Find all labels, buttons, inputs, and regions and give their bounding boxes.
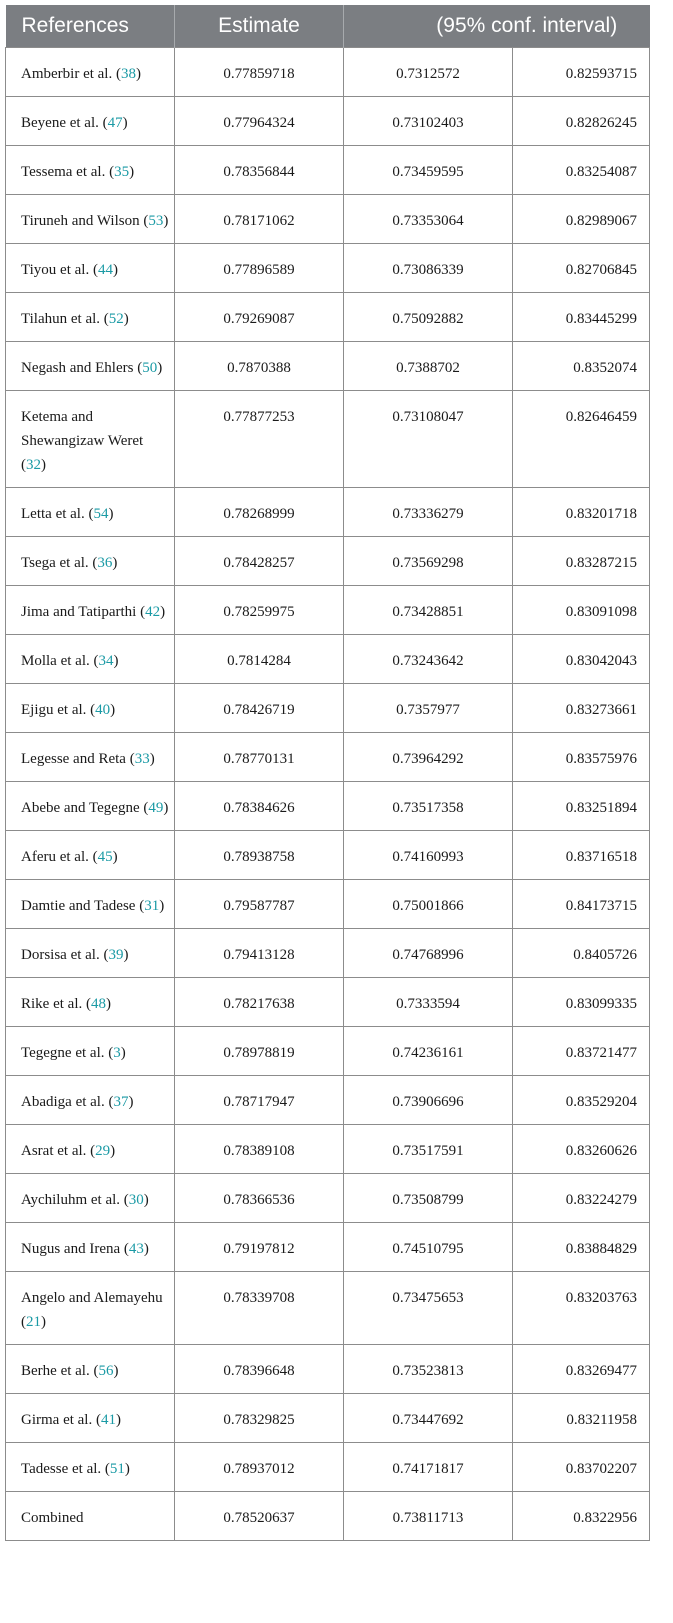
estimate-cell: 0.78217638 [175, 977, 344, 1026]
estimate-cell: 0.78978819 [175, 1026, 344, 1075]
reference-name: Damtie and Tadese [21, 897, 136, 914]
estimate-cell: 0.78389108 [175, 1124, 344, 1173]
ci-lower-cell: 0.7357977 [344, 683, 513, 732]
citation-link[interactable]: 50 [142, 359, 158, 376]
table-row [6, 292, 650, 341]
header-row [6, 5, 650, 47]
estimate-cell: 0.79587787 [175, 879, 344, 928]
ci-upper-cell: 0.83211958 [513, 1393, 650, 1442]
citation-link[interactable]: 39 [108, 946, 124, 963]
citation-link[interactable]: 31 [144, 897, 160, 914]
reference-name: Abadiga et al. [21, 1093, 105, 1110]
ci-upper-cell: 0.83884829 [513, 1222, 650, 1271]
ci-upper-cell: 0.83251894 [513, 781, 650, 830]
ci-upper-cell: 0.83201718 [513, 487, 650, 536]
estimate-cell: 0.78268999 [175, 487, 344, 536]
reference-name: Angelo and Alemayehu [21, 1289, 163, 1306]
reference-name: Abebe and Tegegne [21, 799, 140, 816]
ci-upper-cell: 0.83254087 [513, 145, 650, 194]
estimate-cell: 0.78717947 [175, 1075, 344, 1124]
table-row [6, 1393, 650, 1442]
table-row [6, 96, 650, 145]
citation-link[interactable]: 56 [98, 1362, 114, 1379]
citation-link[interactable]: 34 [98, 652, 114, 669]
reference-name: Asrat et al. [21, 1142, 87, 1159]
reference-name: Aferu et al. [21, 848, 89, 865]
reference-name: Tessema et al. [21, 163, 106, 180]
ci-upper-cell: 0.83273661 [513, 683, 650, 732]
reference-name: Girma et al. [21, 1411, 93, 1428]
reference-cell: Angelo and Alemayehu (21) [6, 1271, 175, 1344]
estimate-cell: 0.78366536 [175, 1173, 344, 1222]
citation-link[interactable]: 30 [128, 1191, 144, 1208]
estimate-cell: 0.78356844 [175, 145, 344, 194]
reference-cell: Dorsisa et al. (39) [6, 928, 175, 977]
citation-link[interactable]: 32 [26, 456, 41, 473]
ci-lower-cell: 0.73102403 [344, 96, 513, 145]
reference-cell: Damtie and Tadese (31) [6, 879, 175, 928]
ci-upper-cell: 0.82826245 [513, 96, 650, 145]
ci-lower-cell: 0.75001866 [344, 879, 513, 928]
reference-cell: Ketema and Shewangizaw Weret (32) [6, 390, 175, 487]
reference-name: Ejigu et al. [21, 701, 87, 718]
ci-upper-cell: 0.83529204 [513, 1075, 650, 1124]
reference-name: Combined [21, 1509, 84, 1526]
ci-lower-cell: 0.73523813 [344, 1344, 513, 1393]
ci-lower-cell: 0.74171817 [344, 1442, 513, 1491]
citation-link[interactable]: 48 [90, 995, 106, 1012]
citation-link[interactable]: 42 [145, 603, 161, 620]
ci-lower-cell: 0.73243642 [344, 634, 513, 683]
ci-lower-cell: 0.73108047 [344, 390, 513, 487]
reference-cell: Negash and Ehlers (50) [6, 341, 175, 390]
table-row [6, 634, 650, 683]
citation-link[interactable]: 37 [113, 1093, 129, 1110]
estimate-cell: 0.78384626 [175, 781, 344, 830]
reference-name: Tiruneh and Wilson [21, 212, 140, 229]
table-row [6, 1124, 650, 1173]
ci-lower-cell: 0.74768996 [344, 928, 513, 977]
reference-cell: Rike et al. (48) [6, 977, 175, 1026]
ci-lower-cell: 0.74236161 [344, 1026, 513, 1075]
header-conf-interval: (95% conf. interval) [436, 13, 618, 37]
ci-lower-cell: 0.73086339 [344, 243, 513, 292]
citation-link[interactable]: 47 [107, 114, 123, 131]
ci-upper-cell: 0.83287215 [513, 536, 650, 585]
ci-lower-cell: 0.73811713 [344, 1491, 513, 1540]
estimate-cell: 0.78171062 [175, 194, 344, 243]
estimate-cell: 0.79269087 [175, 292, 344, 341]
ci-upper-cell: 0.83575976 [513, 732, 650, 781]
ci-lower-cell: 0.73353064 [344, 194, 513, 243]
ci-upper-cell: 0.83099335 [513, 977, 650, 1026]
ci-lower-cell: 0.73517358 [344, 781, 513, 830]
reference-cell: Tessema et al. (35) [6, 145, 175, 194]
reference-name: Berhe et al. [21, 1362, 90, 1379]
table-row [6, 194, 650, 243]
reference-name: Beyene et al. [21, 114, 99, 131]
ci-lower-cell: 0.73508799 [344, 1173, 513, 1222]
table-row [6, 1173, 650, 1222]
reference-cell: Asrat et al. (29) [6, 1124, 175, 1173]
reference-cell [6, 1491, 175, 1540]
table-row [6, 977, 650, 1026]
table-row [6, 145, 650, 194]
ci-upper-cell: 0.84173715 [513, 879, 650, 928]
table-row [6, 390, 650, 487]
reference-name: Ketema and Shewangizaw Weret [21, 408, 144, 449]
ci-upper-cell: 0.82706845 [513, 243, 650, 292]
reference-cell: Jima and Tatiparthi (42) [6, 585, 175, 634]
table-row [6, 1075, 650, 1124]
citation-link[interactable]: 53 [148, 212, 164, 229]
citation-link[interactable]: 33 [134, 750, 150, 767]
reference-name: Tadesse et al. [21, 1460, 102, 1477]
reference-name: Negash and Ehlers [21, 359, 134, 376]
citation-link[interactable]: 35 [114, 163, 130, 180]
estimate-cell: 0.7870388 [175, 341, 344, 390]
reference-name: Dorsisa et al. [21, 946, 100, 963]
table-row [6, 1026, 650, 1075]
citation-link[interactable]: 41 [100, 1411, 116, 1428]
citation-link[interactable]: 51 [109, 1460, 125, 1477]
estimate-cell: 0.78938758 [175, 830, 344, 879]
table-row [6, 879, 650, 928]
reference-cell: Legesse and Reta (33) [6, 732, 175, 781]
ci-lower-cell: 0.73336279 [344, 487, 513, 536]
estimate-cell: 0.77859718 [175, 47, 344, 96]
estimate-cell: 0.77896589 [175, 243, 344, 292]
table-row [6, 1442, 650, 1491]
reference-cell: Amberbir et al. (38) [6, 47, 175, 96]
citation-link[interactable]: 36 [97, 554, 113, 571]
table-row [6, 47, 650, 96]
estimate-cell: 0.79413128 [175, 928, 344, 977]
reference-cell: Nugus and Irena (43) [6, 1222, 175, 1271]
estimates-table [5, 5, 650, 1541]
ci-upper-cell: 0.83702207 [513, 1442, 650, 1491]
ci-lower-cell: 0.73517591 [344, 1124, 513, 1173]
ci-upper-cell: 0.82646459 [513, 390, 650, 487]
reference-cell: Tiyou et al. (44) [6, 243, 175, 292]
estimate-cell: 0.7814284 [175, 634, 344, 683]
estimate-cell: 0.78396648 [175, 1344, 344, 1393]
table-row [6, 1222, 650, 1271]
header-references: References [6, 5, 175, 47]
reference-cell: Abadiga et al. (37) [6, 1075, 175, 1124]
table-row [6, 1344, 650, 1393]
reference-cell: Letta et al. (54) [6, 487, 175, 536]
reference-cell: Ejigu et al. (40) [6, 683, 175, 732]
table-row [6, 585, 650, 634]
ci-upper-cell: 0.83224279 [513, 1173, 650, 1222]
ci-lower-cell: 0.7312572 [344, 47, 513, 96]
reference-cell: Molla et al. (34) [6, 634, 175, 683]
estimate-cell: 0.79197812 [175, 1222, 344, 1271]
citation-link[interactable]: 52 [108, 310, 124, 327]
citation-link[interactable]: 44 [97, 261, 113, 278]
ci-lower-cell: 0.74510795 [344, 1222, 513, 1271]
citation-link[interactable]: 45 [97, 848, 113, 865]
ci-upper-cell: 0.83445299 [513, 292, 650, 341]
ci-lower-cell: 0.73475653 [344, 1271, 513, 1344]
table-row [6, 781, 650, 830]
reference-cell: Tegegne et al. (3) [6, 1026, 175, 1075]
citation-link[interactable]: 29 [95, 1142, 111, 1159]
ci-upper-cell: 0.8405726 [513, 928, 650, 977]
reference-cell: Aychiluhm et al. (30) [6, 1173, 175, 1222]
citation-link[interactable]: 43 [128, 1240, 144, 1257]
ci-upper-cell: 0.83716518 [513, 830, 650, 879]
reference-name: Tegegne et al. [21, 1044, 105, 1061]
estimate-cell: 0.78937012 [175, 1442, 344, 1491]
estimate-cell: 0.78329825 [175, 1393, 344, 1442]
ci-lower-cell: 0.75092882 [344, 292, 513, 341]
ci-lower-cell: 0.73964292 [344, 732, 513, 781]
reference-cell: Beyene et al. (47) [6, 96, 175, 145]
table-row [6, 487, 650, 536]
citation-link[interactable]: 40 [95, 701, 111, 718]
estimate-cell: 0.78770131 [175, 732, 344, 781]
reference-cell: Tiruneh and Wilson (53) [6, 194, 175, 243]
table-row [6, 928, 650, 977]
table-row [6, 732, 650, 781]
ci-lower-cell: 0.7388702 [344, 341, 513, 390]
reference-name: Jima and Tatiparthi [21, 603, 137, 620]
ci-lower-cell: 0.73459595 [344, 145, 513, 194]
header-estimate: Estimate [175, 5, 344, 47]
ci-lower-cell: 0.74160993 [344, 830, 513, 879]
citation-link[interactable]: 54 [93, 505, 109, 522]
ci-lower-cell: 0.73569298 [344, 536, 513, 585]
ci-upper-cell: 0.83269477 [513, 1344, 650, 1393]
ci-lower-cell: 0.73428851 [344, 585, 513, 634]
reference-cell: Tilahun et al. (52) [6, 292, 175, 341]
reference-name: Tsega et al. [21, 554, 89, 571]
estimate-cell: 0.78428257 [175, 536, 344, 585]
ci-upper-cell: 0.83042043 [513, 634, 650, 683]
table-row [6, 1271, 650, 1344]
table-row [6, 1491, 650, 1540]
reference-cell: Girma et al. (41) [6, 1393, 175, 1442]
table-row [6, 243, 650, 292]
reference-name: Aychiluhm et al. [21, 1191, 121, 1208]
citation-link[interactable]: 3 [113, 1044, 121, 1061]
table-row [6, 341, 650, 390]
ci-upper-cell: 0.83091098 [513, 585, 650, 634]
table-row [6, 830, 650, 879]
reference-name: Tilahun et al. [21, 310, 101, 327]
reference-name: Molla et al. [21, 652, 90, 669]
reference-cell: Berhe et al. (56) [6, 1344, 175, 1393]
reference-name: Letta et al. [21, 505, 85, 522]
estimate-cell: 0.78339708 [175, 1271, 344, 1344]
table-row [6, 683, 650, 732]
ci-upper-cell: 0.83260626 [513, 1124, 650, 1173]
table-row [6, 536, 650, 585]
ci-upper-cell: 0.83203763 [513, 1271, 650, 1344]
ci-lower-cell: 0.73447692 [344, 1393, 513, 1442]
ci-upper-cell: 0.8352074 [513, 341, 650, 390]
citation-link[interactable]: 49 [148, 799, 164, 816]
estimate-cell: 0.78259975 [175, 585, 344, 634]
reference-cell: Abebe and Tegegne (49) [6, 781, 175, 830]
estimate-cell: 0.78520637 [175, 1491, 344, 1540]
estimate-cell: 0.77964324 [175, 96, 344, 145]
reference-cell: Tsega et al. (36) [6, 536, 175, 585]
reference-cell: Tadesse et al. (51) [6, 1442, 175, 1491]
citation-link[interactable]: 38 [120, 65, 136, 82]
reference-name: Tiyou et al. [21, 261, 90, 278]
reference-cell: Aferu et al. (45) [6, 830, 175, 879]
estimate-cell: 0.78426719 [175, 683, 344, 732]
ci-lower-cell: 0.73906696 [344, 1075, 513, 1124]
reference-name: Nugus and Irena [21, 1240, 121, 1257]
table-body [6, 47, 650, 1540]
ci-lower-cell: 0.7333594 [344, 977, 513, 1026]
reference-name: Legesse and Reta [21, 750, 126, 767]
estimate-cell: 0.77877253 [175, 390, 344, 487]
reference-name: Rike et al. [21, 995, 83, 1012]
ci-upper-cell: 0.8322956 [513, 1491, 650, 1540]
citation-link[interactable]: 21 [26, 1313, 41, 1330]
reference-name: Amberbir et al. [21, 65, 113, 82]
ci-upper-cell: 0.82989067 [513, 194, 650, 243]
ci-upper-cell: 0.82593715 [513, 47, 650, 96]
ci-upper-cell: 0.83721477 [513, 1026, 650, 1075]
